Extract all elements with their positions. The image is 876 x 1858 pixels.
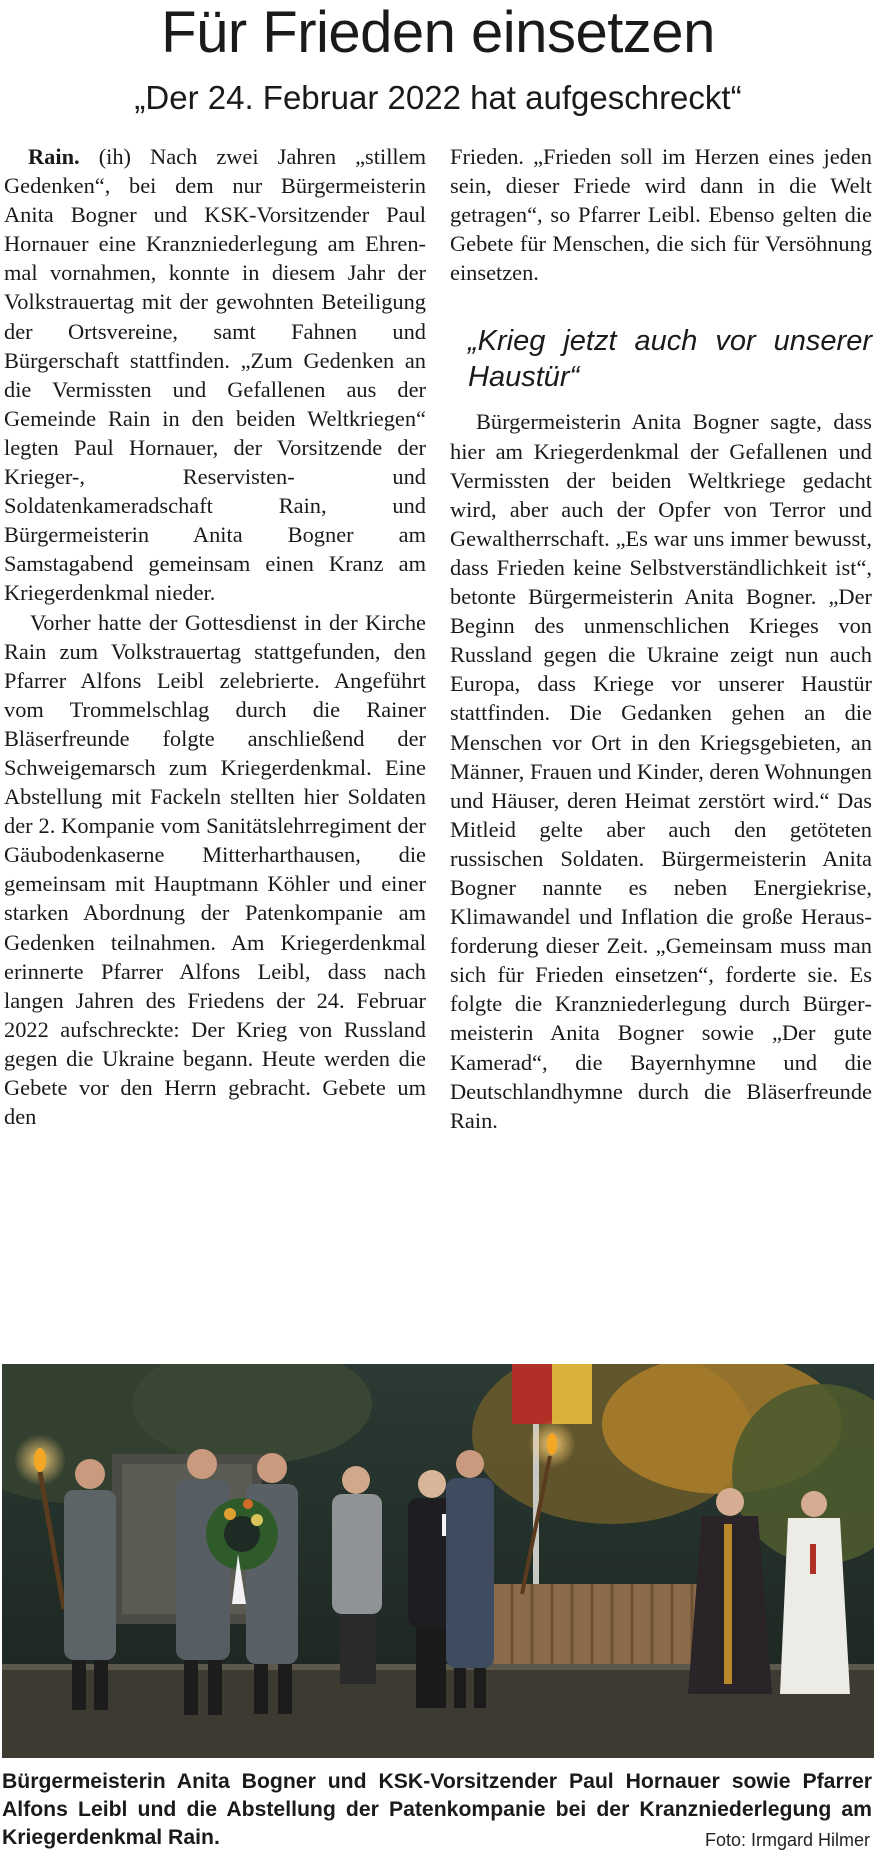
torch-flame — [34, 1448, 46, 1472]
photo-credit: Foto: Irmgard Hilmer — [704, 1830, 870, 1850]
article-subtitle: „Krieg jetzt auch vor unserer Haustür“ — [468, 325, 872, 394]
wreath-flower — [224, 1508, 236, 1520]
article-subheadline: „Der 24. Februar 2022 hat aufgeschreckt“ — [134, 79, 742, 116]
article-paragraph-3: Frieden. „Frieden soll im Herzen eines jeden sein, dieser Friede wird dann in die Welt getragen“, so Pfarrer Leibl. Ebenso gelten die Gebete für Menschen, die sich für Versöhnung einsetzen. — [450, 144, 872, 286]
torch-flame — [547, 1433, 557, 1455]
right-text-column — [450, 142, 872, 1135]
memorial-ceremony-photo — [2, 1364, 874, 1758]
article-paragraph-2: Vorher hatte der Gottesdienst in der Kirche Rain zum Volkstrauertag stattgefunden, den Pfarrer Alfons Leibl zelebrierte. Angeführt vom Trommelschlag durch die Rainer Bläserfreunde folgte anschließend der Schweigemarsch zum Kriegerdenkmal. Eine Abstellung mit Fackeln stellten hier Soldaten der 2. Kompanie vom Sanitätslehrregiment der Gäubodenkaserne Mitterharthausen, die gemeinsam mit Hauptmann Köhler und einer starken Abordnung der Patenkompanie am Gedenken teilnahmen. Am Kriegerdenkmal erinnerte Pfarrer Alfons Leibl, dass nach langen Jahren des Friedens der 24. Februar 2022 aufschreckte: Der Krieg von Russland gegen die Ukraine begann. Heute werden die Gebete vor den Herrn gebracht. Gebete um den — [4, 609, 426, 1130]
left-text-column — [4, 142, 426, 1131]
flag — [552, 1364, 592, 1424]
photo-caption: Bürgermeisterin Anita Bogner und KSK-Vorsitzender Paul Hornauer sowie Pfarrer Alfons Leibl und die Abstellung der Patenkompanie bei der Kranzniederlegung am Kriegerdenkmal Rain. — [2, 1770, 872, 1849]
photo-illustration — [2, 1364, 874, 1758]
wreath-flower — [251, 1514, 263, 1526]
article-paragraph-1-text: (ih) Nach zwei Jahren „stillem Gedenken“, bei dem nur Bürgermeisterin Anita Bogner und KSK-Vorsitzender Paul Hornauer eine Kranzniederlegung am Ehrenmal vornahmen, konnte in diesem Jahr der Volkstrauertag mit der gewohnten Beteiligung der Ortsvereine, samt Fahnen und Bürgerschaft stattfinden. „Zum Gedenken an die Vermissten und Gefallenen aus der Gemeinde Rain in den beiden Weltkriegen“ legten Paul Hornauer, der Vorsitzende der Krieger-, Reservisten- und Soldatenkameradschaft Rain, und Bürgermeisterin Anita Bogner am Samstagabend gemeinsam einen Kranz am Kriegerdenkmal nieder. — [4, 144, 426, 606]
article-dateline: Rain. — [28, 144, 80, 169]
wreath-flower — [243, 1499, 253, 1509]
article-paragraph-4: Bürgermeisterin Anita Bogner sagte, dass hier am Kriegerdenkmal der Gefallenen und Vermissten der beiden Weltkriege gedacht wird, aber auch der Opfer von Terror und Gewaltherrschaft. „Es war uns immer bewusst, dass Frieden keine Selbstverständlichkeit ist“, betonte Bürgermeisterin Anita Bogner. „Der Beginn des unmenschlichen Krieges von Russland gegen die Ukraine zeigt nun auch Europa, dass Kriege vor unserer Haustür stattfinden. Die Gedanken gehen an die Menschen vor Ort in den Kriegsgebieten, an Männer, Frauen und Kinder, deren Wohnungen und Häuser, deren Heimat zerstört wird.“ Das Mitleid gelte aber auch den getöteten russischen Soldaten. Bürgermeisterin Anita Bogner nannte es neben Energiekrise, Klimawandel und Inflation die große Herausforderung dieser Zeit. „Gemeinsam muss man sich für Frieden einsetzen“, forderte sie. Es folgte die Kranzniederlegung durch Bürgermeisterin Anita Bogner sowie „Der gute Kamerad“, die Bayernhymne und die Deutschlandhymne durch die Bläserfreunde Rain. — [450, 409, 872, 1133]
flag — [512, 1364, 552, 1424]
article-headline: Für Frieden einsetzen — [161, 0, 715, 65]
article-paragraph-1 — [4, 142, 426, 608]
altar-server-figure — [780, 1491, 850, 1694]
